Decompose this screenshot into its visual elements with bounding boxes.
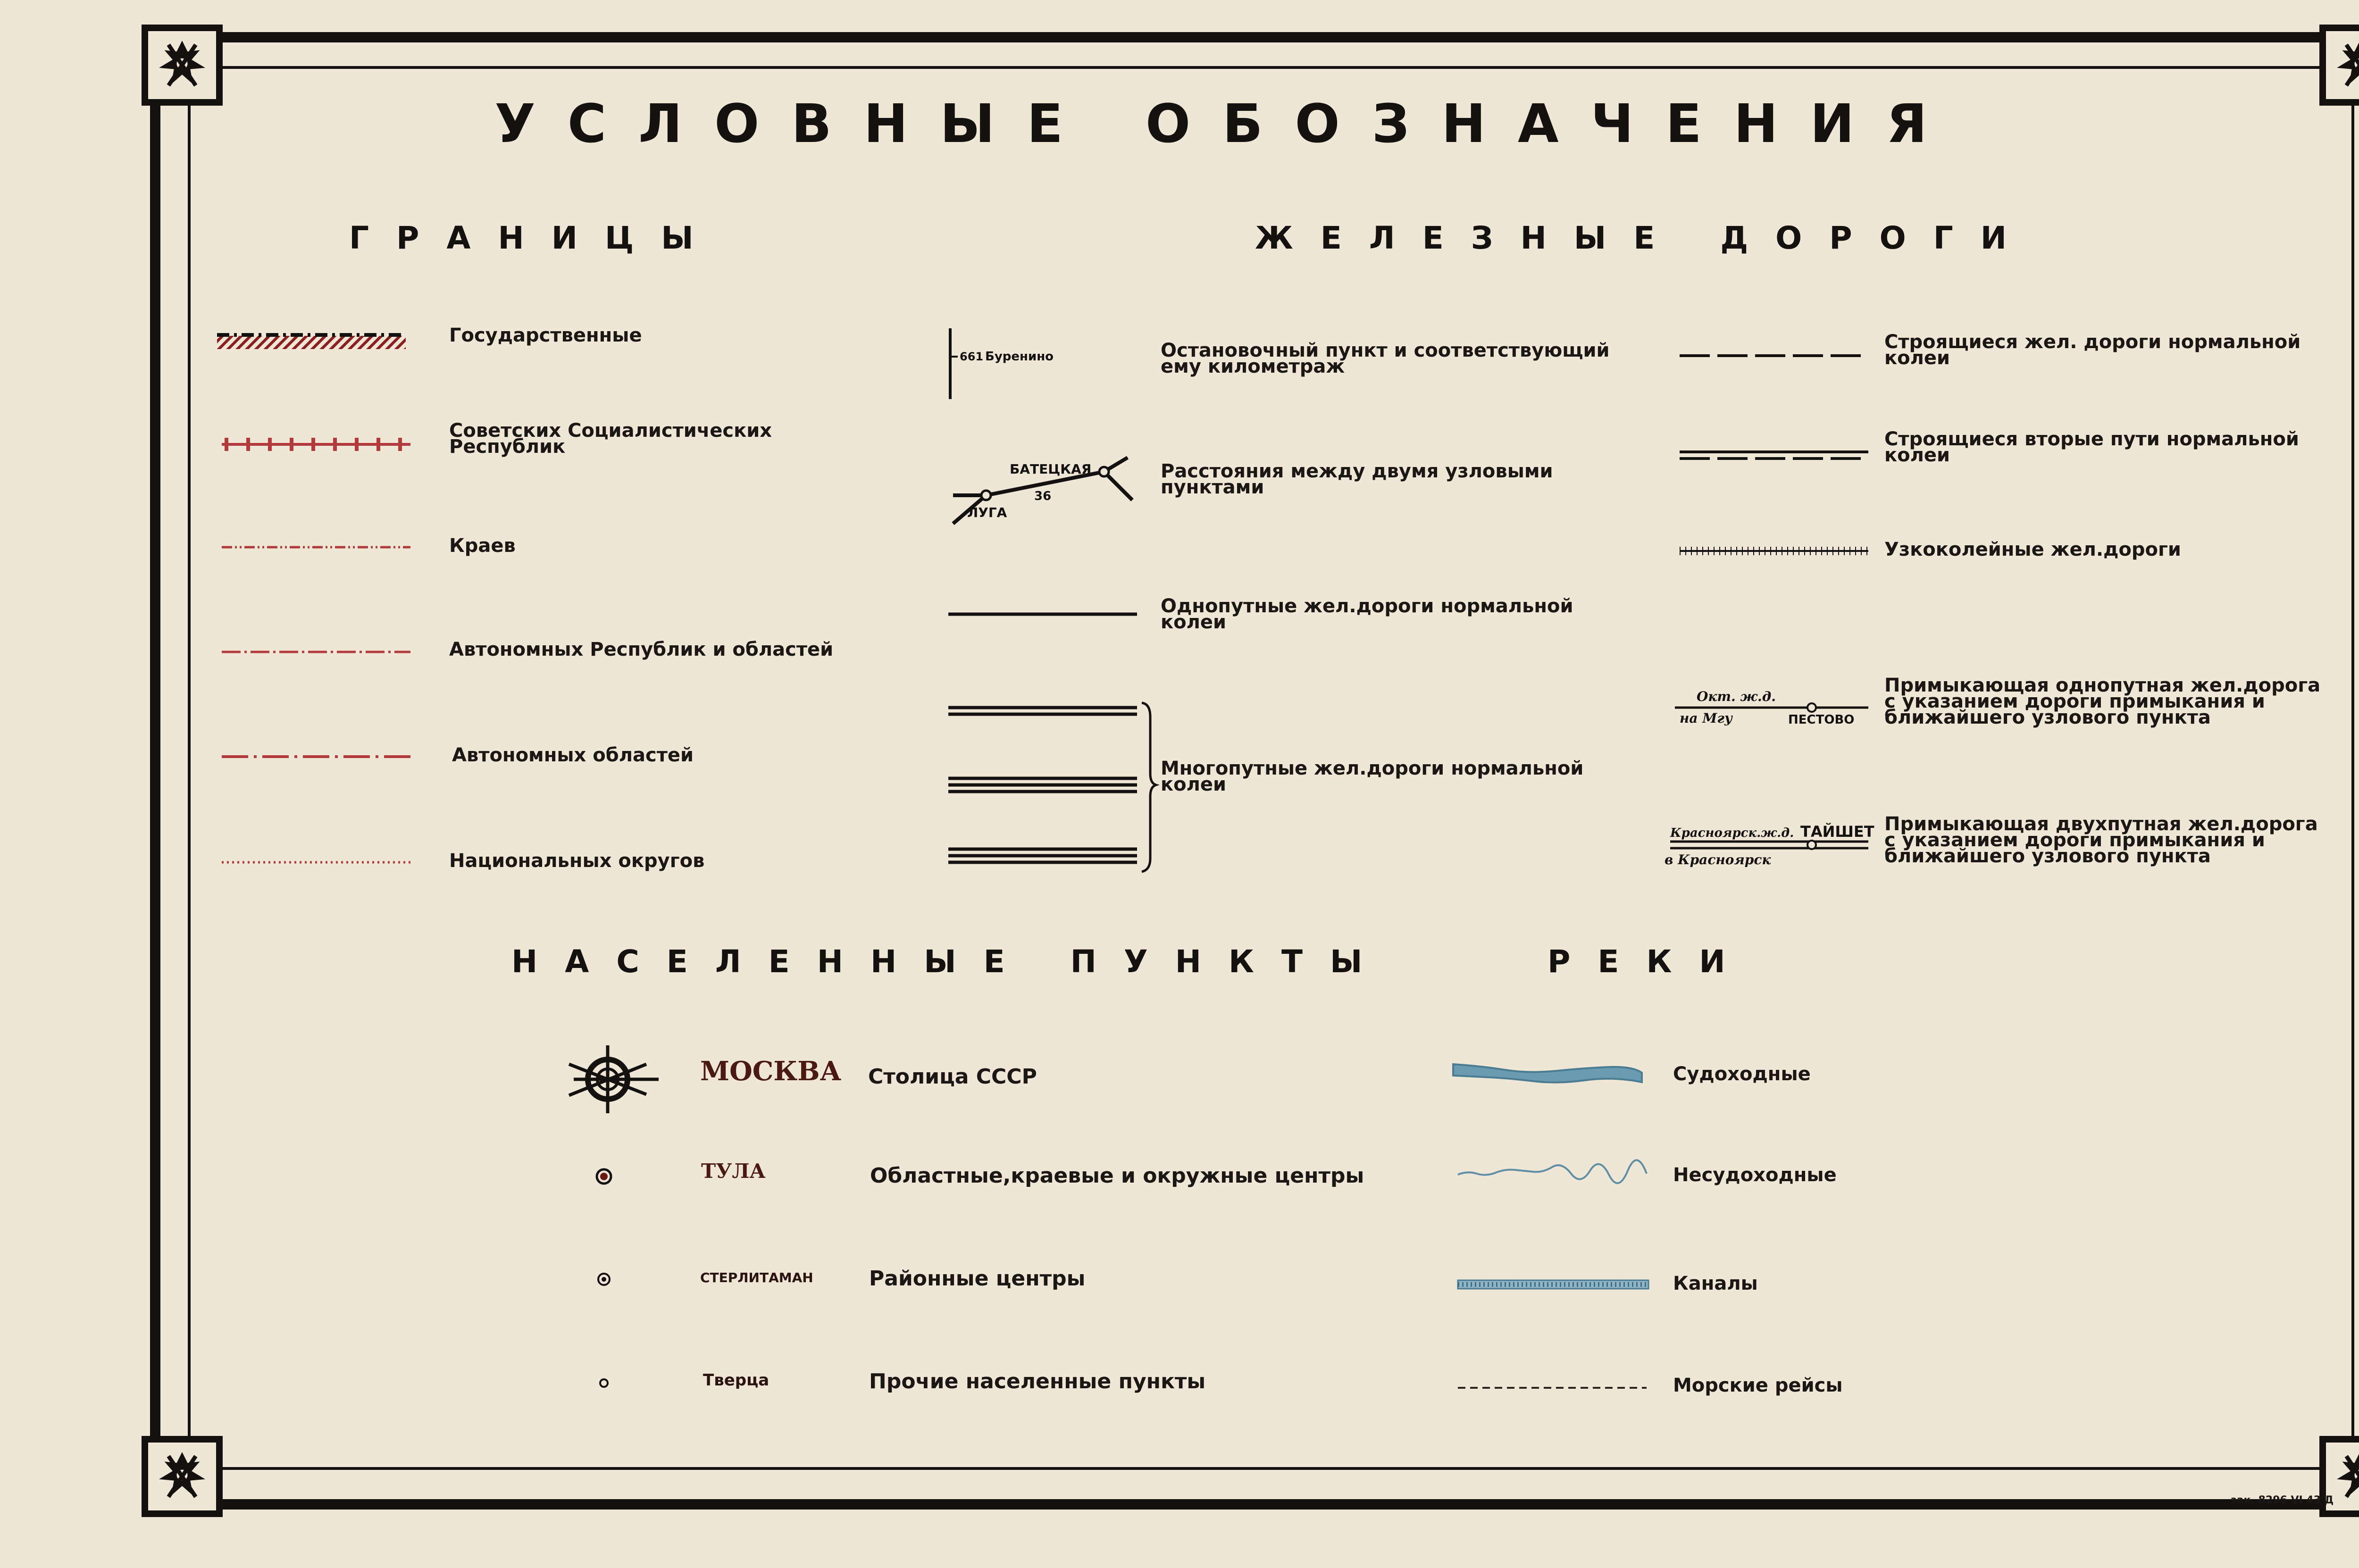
other-settlement-sample-name: Тверца [703,1371,770,1390]
rail-narrow-gauge-label: Узкоколейные жел.дороги [1884,539,2181,560]
rail-stop-name: Буренино [985,350,1054,364]
other-settlement-label: Прочие населенные пункты [869,1369,1206,1393]
district-center-symbol [596,1272,611,1287]
district-center-sample-name: СТЕРЛИТАМАН [700,1270,813,1285]
rail-junction-distance-symbol [944,453,1142,528]
rail-multi-track-symbol [948,698,1156,877]
capital-label: Столица СССР [868,1065,1037,1089]
canal-label: Каналы [1673,1273,1758,1294]
legend-title: УСЛОВНЫЕ ОБОЗНАЧЕНИЯ [494,93,1959,155]
district-center-label: Районные центры [869,1267,1086,1291]
rail-adjoining-single-symbol [1670,689,1873,731]
sea-route-symbol [1458,1383,1647,1393]
adjoining-double-direction: в Красноярск [1665,852,1771,867]
adjoining-double-road: Красноярск.ж.д. [1670,826,1794,840]
section-title-borders: ГРАНИЦЫ [349,220,721,256]
rail-single-track-label: Однопутные жел.дороги нормальной колеи [1161,595,1573,633]
border-national-district-label: Национальных округов [449,850,705,872]
rail-junction-distance-label: Расстояния между двумя узловыми пунктами [1161,460,1553,498]
border-autonomous-oblast-label: Автономных областей [452,744,694,766]
regional-center-label: Областные,краевые и окружные центры [870,1164,1364,1188]
adjoining-single-station: ПЕСТОВО [1788,713,1855,727]
rail-stop-label: Остановочный пункт и соответствующий ему километраж [1161,340,1610,377]
adjoining-single-road: Окт. ж.д. [1697,689,1776,704]
adjoining-double-station: ТАЙШЕТ [1800,823,1874,841]
canal-symbol [1458,1276,1651,1293]
rail-multi-track-label: Многопутные жел.дороги нормальной колеи [1161,758,1584,795]
border-ssr-label: Советских Социалистических Республик [449,420,772,458]
junction-distance: 36 [1034,489,1052,503]
regional-center-symbol [594,1167,613,1186]
rail-adjoining-double-symbol [1661,821,1873,866]
rail-second-track-construction-label: Строящиеся вторые пути нормальной колеи [1884,428,2299,466]
junction-station-b: ЛУГА [967,505,1007,520]
rail-stop-symbol [944,328,1085,404]
non-navigable-river-symbol [1458,1160,1647,1184]
adjoining-single-direction: на Мгу [1680,710,1732,726]
border-state-symbol [212,325,410,354]
border-autonomous-republic-symbol [222,647,410,657]
capital-symbol [564,1045,663,1116]
rail-single-track-symbol [948,609,1137,620]
regional-center-sample-name: ТУЛА [701,1159,766,1183]
border-krai-symbol [222,542,410,552]
rail-under-construction-label: Строящиеся жел. дороги нормальной колеи [1884,331,2301,369]
junction-station-a: БАТЕЦКАЯ [1010,461,1092,477]
imprint-bar [2189,1502,2227,1509]
border-autonomous-republic-label: Автономных Республик и областей [449,639,834,660]
border-ssr-symbol [217,435,415,454]
section-title-railways: ЖЕЛЕЗНЫЕ ДОРОГИ [1255,220,2034,256]
rail-second-track-construction-symbol [1680,448,1868,462]
navigable-river-symbol [1453,1057,1647,1090]
sea-route-label: Морские рейсы [1673,1375,1843,1396]
rail-adjoining-double-label: Примыкающая двухпутная жел.дорога с указанием дороги примыкания и ближайшего узлового пункта [1884,813,2318,867]
rail-adjoining-single-label: Примыкающая однопутная жел.дорога с указанием дороги примыкания и ближайшего узлового пункта [1884,675,2321,728]
border-national-district-symbol [222,858,410,867]
border-krai-label: Краев [449,535,516,557]
rail-stop-km: 661 [960,350,984,363]
other-settlement-symbol [598,1377,610,1389]
border-autonomous-oblast-symbol [222,752,410,761]
emblem-corner-bottom-left [142,1436,223,1517]
border-state-label: Государственные [449,325,642,346]
rail-narrow-gauge-symbol [1680,545,1868,557]
section-title-rivers: РЕКИ [1548,943,1753,980]
non-navigable-river-label: Несудоходные [1673,1164,1837,1186]
print-imprint: зак. 8296 VI 43 Д [2231,1494,2334,1506]
section-title-settlements: НАСЕЛЕННЫЕ ПУНКТЫ [511,943,1390,980]
capital-sample-name: МОСКВА [700,1056,842,1087]
rail-under-construction-symbol [1680,351,1868,360]
navigable-river-label: Судоходные [1673,1063,1811,1085]
